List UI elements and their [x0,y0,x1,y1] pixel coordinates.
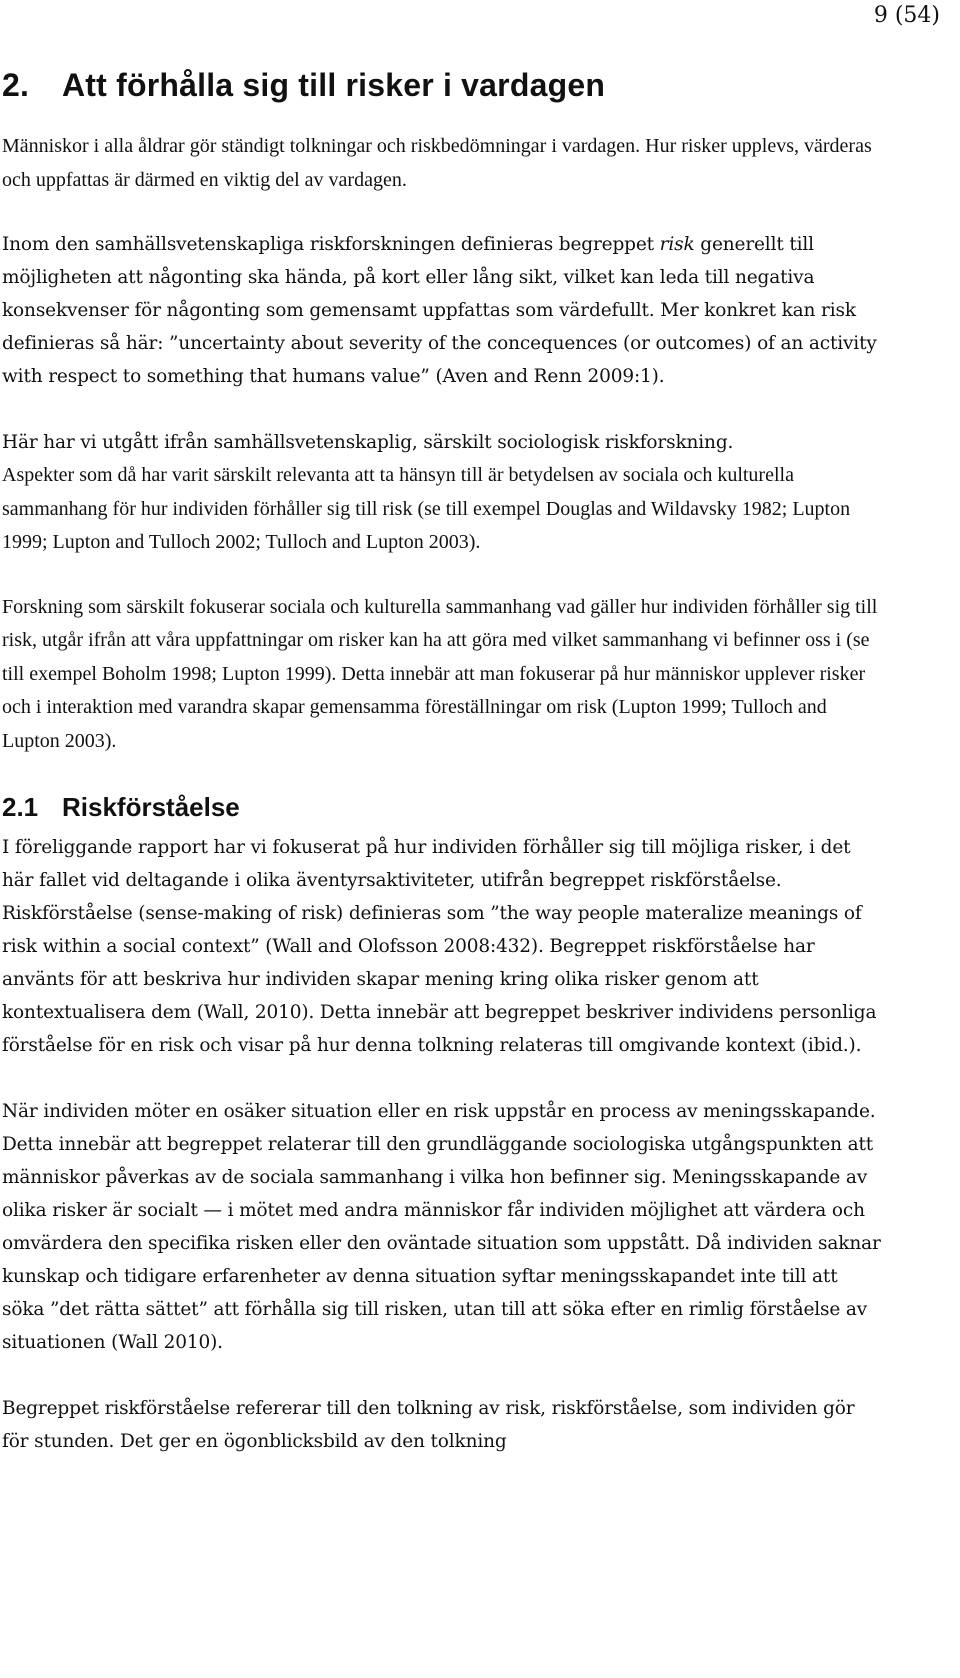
sociological-approach-line: Här har vi utgått ifrån samhällsvetenskaplig, särskilt sociologisk riskforskning. [2,432,734,453]
section-heading-2-1 [2,789,882,825]
page-content [2,64,882,1458]
risk-definition-paragraph [2,228,882,393]
subsection-number: 2.1 [2,792,39,822]
meningsskapande-paragraph: När individen möter en osäker situation eller en risk uppstår en process av meningsskapande. Detta innebär att begreppet relaterar till den grundläggande sociologiska utgångspunkten att människor påverkas av de sociala sammanhang i vilka hon befinner sig. Meningsskapande av olika risker är socialt — i mötet med andra människor får individen möjlighet att värdera och omvärdera den specifika risken eller den oväntade situation som uppstått. Då individen saknar kunskap och tidigare erfarenheter av denna situation syftar meningsskapandet inte till att söka ”det rätta sättet” att förhålla sig till risken, utan till att söka efter en rimlig förståelse av situationen (Wall 2010). [2,1101,881,1353]
social-context-paragraph: Forskning som särskilt fokuserar sociala och kulturella sammanhang vad gäller hur individen förhåller sig till risk, utgår ifrån att våra uppfattningar om risker kan ha att göra med vilket sammanhang vi befinner oss i (se till exempel Boholm 1998; Lupton 1999). Detta innebär att man fokuserar på hur människor upplever risker och i interaktion med varandra skapar gemensamma föreställningar om risk (Lupton 1999; Tulloch and Lupton 2003). [2,595,878,752]
section-title: Att förhålla sig till risker i vardagen [62,67,606,103]
sociological-approach-paragraph: Aspekter som då har varit särskilt relevanta att ta hänsyn till är betydelsen av sociala och kulturella sammanhang för hur individen förhåller sig till risk (se till exempel Douglas and Wildavsky 1982; Lupton 1999; Lupton and Tulloch 2002; Tulloch and Lupton 2003). [2,464,851,553]
intro-paragraph: Människor i alla åldrar gör ständigt tolkningar och riskbedömningar i vardagen. Hur risker upplevs, värderas och uppfattas är därmed en viktig del av vardagen. [2,135,872,191]
section-number: 2. [2,67,30,103]
risk-term: risk [659,234,695,255]
risk-definition-text-start: Inom den samhällsvetenskapliga riskforskningen definieras begreppet [2,234,660,255]
section-heading-2 [2,64,882,106]
riskforstaelse-paragraph: I föreliggande rapport har vi fokuserat på hur individen förhåller sig till möjliga risker, i det här fallet vid deltagande i olika äventyrsaktiviteter, utifrån begreppet riskförståelse. Riskförståelse (sense-making of risk) definieras som ”the way people materalize meanings of risk within a social context” (Wall and Olofsson 2008:432). Begreppet riskförståelse har använts för att beskriva hur individen skapar mening kring olika risker genom att kontextualisera dem (Wall, 2010). Detta innebär att begreppet beskriver individens personliga förståelse för en risk och visar på hur denna tolkning relateras till omgivande kontext (ibid.). [2,837,877,1056]
risk-definition-text-end: generellt till möjligheten att någonting ska hända, på kort eller lång sikt, vilket kan leda till negativa konsekvenser för någonting som gemensamt uppfattas som värdefullt. Mer konkret kan risk definieras så här: ”uncertainty about severity of the concequences (or outcomes) of an activity with respect to something that humans value” (Aven and Renn 2009:1). [2,234,877,387]
page-number: 9 (54) [873,3,940,28]
subsection-title: Riskförståelse [62,792,240,822]
interpretation-paragraph: Begreppet riskförståelse refererar till den tolkning av risk, riskförståelse, som individen gör för stunden. Det ger en ögonblicksbild av den tolkning [2,1398,855,1452]
